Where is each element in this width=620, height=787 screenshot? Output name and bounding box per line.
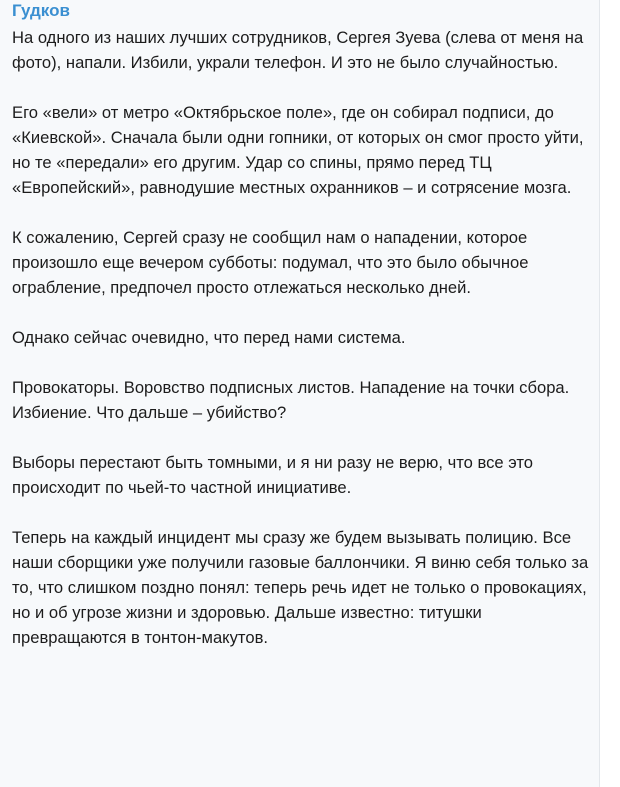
message-paragraph-6: Выборы перестают быть томными, и я ни разу не верю, что все это происходит по чьей-то частной инициативе. [12, 453, 534, 497]
author-name[interactable]: Гудков [12, 1, 70, 20]
message-paragraph-7: Теперь на каждый инцидент мы сразу же будем вызывать полицию. Все наши сборщики уже получили газовые баллончики. Я виню себя только за то, что слишком поздно понял: теперь речь идет не только о провокациях, но и об угрозе жизни и здоровью. Дальше известно: титушки превращаются в тонтон-макутов. [12, 528, 589, 647]
message-paragraph-4: Однако сейчас очевидно, что перед нами система. [12, 328, 406, 347]
message-paragraph-3: К сожалению, Сергей сразу не сообщил нам о нападении, которое произошло еще вечером субботы: подумал, что это было обычное ограбление, предпочел просто отлежаться несколько дней. [12, 228, 529, 297]
message-paragraph-2: Его «вели» от метро «Октябрьское поле», где он собирал подписи, до «Киевской». Сначала были одни гопники, от которых он смог просто уйти, но те «передали» его другим. Удар со спины, прямо перед ТЦ «Европейский», равнодушие местных охранников – и сотрясение мозга. [12, 103, 584, 197]
message-paragraph-1: На одного из наших лучших сотрудников, Сергея Зуева (слева от меня на фото), напали. Избили, украли телефон. И это не было случайностью. [12, 28, 584, 72]
message-paragraph-5: Провокаторы. Воровство подписных листов. Нападение на точки сбора. Избиение. Что дальше – убийство? [12, 378, 570, 422]
